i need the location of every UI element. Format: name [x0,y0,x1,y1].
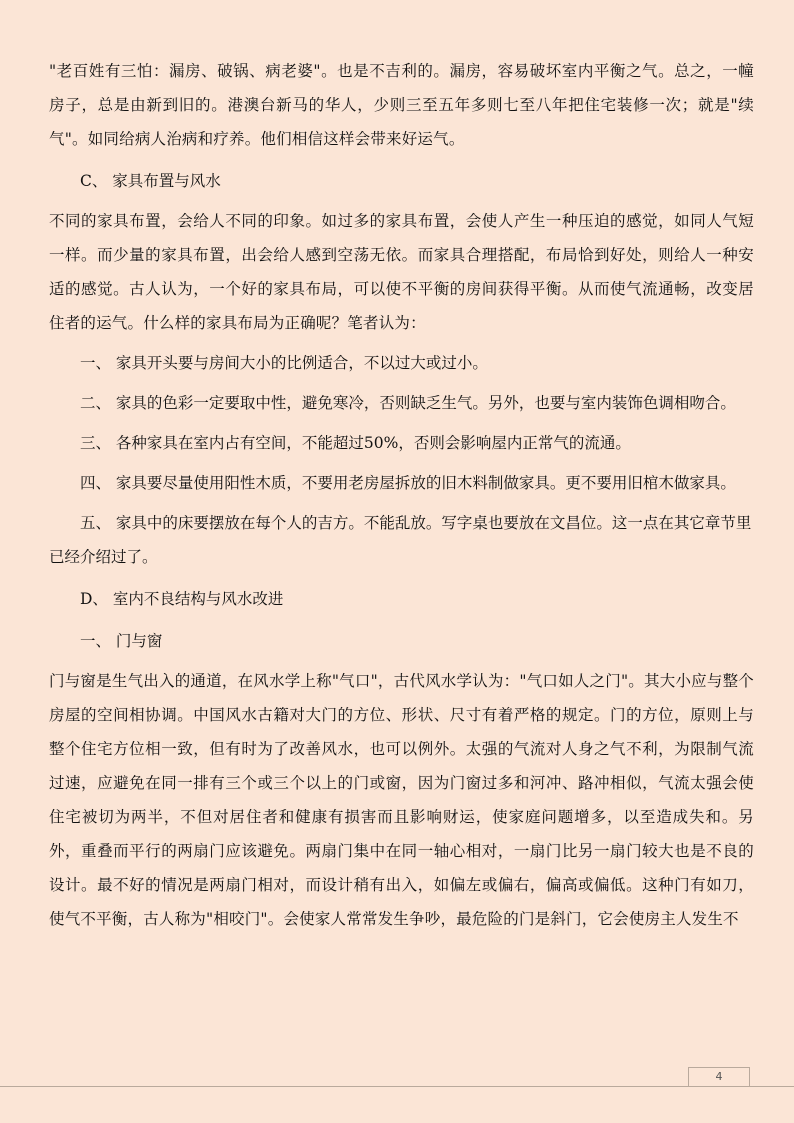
list-item: 三、 各种家具在室内占有空间，不能超过50%，否则会影响屋内正常气的流通。 [80,434,631,452]
paragraph: 门与窗是生气出入的通道，在风水学上称"气口"，古代风水学认为："气口如人之门"。其大小应与整个房屋的空间相协调。中国风水古籍对大门的方位、形状、尺寸有着严格的规定。门的方位，原则上与整个住宅方位相一致，但有时为了改善风水，也可以例外。太强的气流对人身之气不利，为限制气流过速，应避免在同一排有三个或三个以上的门或窗，因为门窗过多和河冲、路冲相似，气流太强会使住宅被切为两半，不但对居住者和健康有损害而且影响财运，使家庭问题增多，以至造成失和。另外，重叠而平行的两扇门应该避免。两扇门集中在同一轴心相对，一扇门比另一扇门较大也是不良的设计。最不好的情况是两扇门相对，而设计稍有出入，如偏左或偏右，偏高或偏低。这种门有如刀，使气不平衡，古人称为"相咬门"。会使家人常常发生争吵，最危险的门是斜门，它会使房主人发生不 [49,672,754,928]
paragraph: 不同的家具布置，会给人不同的印象。如过多的家具布置，会使人产生一种压迫的感觉，如同人气短一样。而少量的家具布置，出会给人感到空荡无依。而家具合理搭配，布局恰到好处，则给人一种安适的感觉。古人认为，一个好的家具布局，可以使不平衡的房间获得平衡。从而使气流通畅，改变居住者的运气。什么样的家具布局为正确呢？笔者认为： [49,212,754,332]
section-heading-c: C、 家具布置与风水 [80,172,221,190]
page-number: 4 [688,1067,750,1086]
list-item: 五、 家具中的床要摆放在每个人的吉方。不能乱放。写字桌也要放在文昌位。这一点在其它章节里已经介绍过了。 [49,514,752,566]
list-item: 四、 家具要尽量使用阳性木质，不要用老房屋拆放的旧木料制做家具。更不要用旧棺木做家具。 [80,474,736,492]
paragraph: "老百姓有三怕：漏房、破锅、病老婆"。也是不吉利的。漏房，容易破坏室内平衡之气。总之，一幢房子，总是由新到旧的。港澳台新马的华人，少则三至五年多则七至八年把住宅装修一次；就是"续气"。如同给病人治病和疗养。他们相信这样会带来好运气。 [49,62,754,148]
footer-divider [0,1086,794,1087]
list-item: 一、 家具开头要与房间大小的比例适合，不以过大或过小。 [80,354,488,372]
subsection-heading: 一、 门与窗 [80,632,163,650]
document-body [49,0,754,936]
list-item: 二、 家具的色彩一定要取中性，避免寒冷，否则缺乏生气。另外，也要与室内装饰色调相吻合。 [80,394,736,412]
section-heading-d: D、 室内不良结构与风水改进 [80,590,284,608]
